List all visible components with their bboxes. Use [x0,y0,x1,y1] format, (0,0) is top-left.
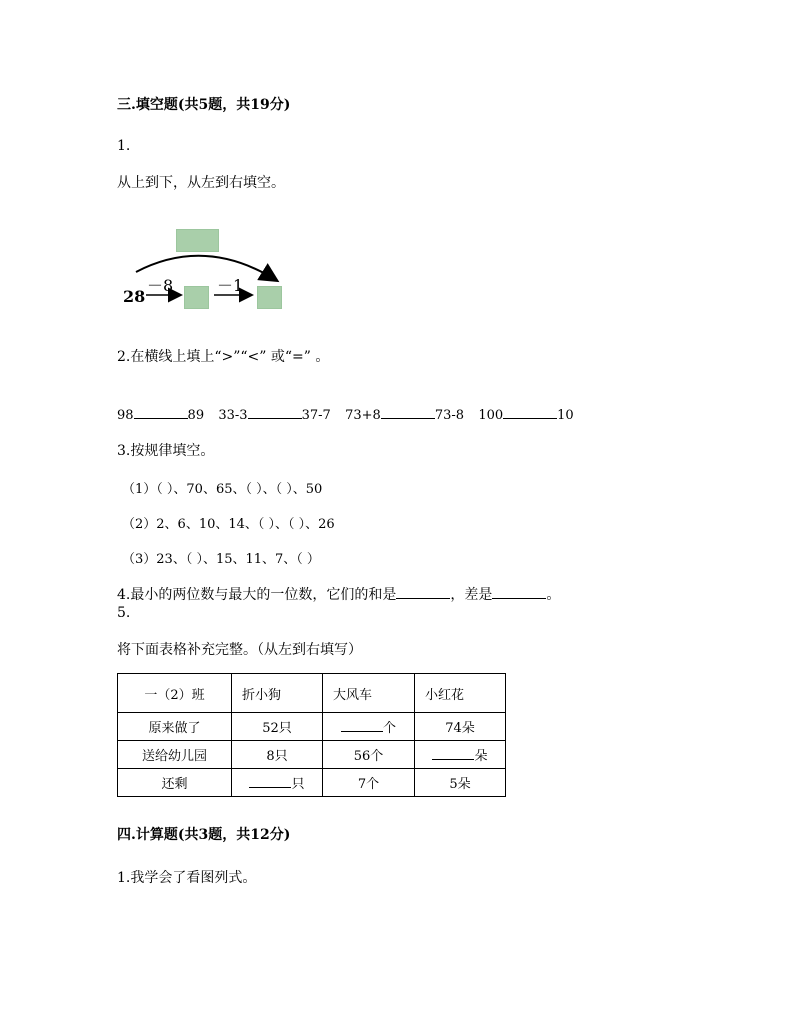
q3-line-2: （2）2、6、10、14、（ ）、（ ）、26 [122,517,335,532]
cmp1-left: 98 [117,408,134,423]
q4-text-b: ，差是 [450,587,493,603]
diagram-arrows [120,250,290,305]
header-pinwheel: 大风车 [323,674,415,713]
row-label: 还剩 [118,769,232,797]
cell: 8只 [232,741,323,769]
cmp3-blank[interactable] [381,406,435,419]
q5-number: 5. [117,605,131,621]
cell-blank[interactable]: 朵 [415,741,506,769]
header-class: 一（2）班 [118,674,232,713]
cell: 5朵 [415,769,506,797]
table-row [118,769,506,797]
cell: 74朵 [415,713,506,741]
q4-text [117,584,560,604]
section4-q1-instruction: 1.我学会了看图列式。 [117,870,257,886]
start-number: 28 [123,287,146,306]
op-minus-1: －1 [217,276,244,295]
cell: 7个 [323,769,415,797]
cmp2-blank[interactable] [248,406,302,419]
section4-title: 四.计算题(共3题，共12分) [117,827,291,843]
cmp2-right: 37-7 [301,408,331,423]
op-minus-8: －8 [147,276,174,295]
q2-instruction: 2.在横线上填上“>”“<” 或“=” 。 [117,349,330,365]
table-row [118,713,506,741]
cell-blank[interactable]: 只 [232,769,323,797]
table-header-row [118,674,506,713]
cmp4-blank[interactable] [503,406,557,419]
cmp4-right: 10 [557,408,574,423]
cmp2-left: 33-3 [218,408,248,423]
q4-sum-blank[interactable] [396,586,450,599]
q1-instruction: 从上到下，从左到右填空。 [117,175,285,191]
top-answer-box[interactable] [176,229,219,252]
q4-text-a: 4.最小的两位数与最大的一位数，它们的和是 [117,587,397,603]
cell-blank[interactable]: 个 [323,713,415,741]
table-row [118,741,506,769]
row-label: 原来做了 [118,713,232,741]
cmp1-blank[interactable] [134,406,188,419]
cmp1-right: 89 [187,408,205,423]
curved-arrow [136,256,276,280]
q5-instruction: 将下面表格补充完整。（从左到右填写） [117,642,362,658]
header-red-flower: 小红花 [415,674,506,713]
q3-instruction: 3.按规律填空。 [117,443,215,459]
q4-text-c: 。 [546,587,561,603]
cell: 56个 [323,741,415,769]
section3-title: 三.填空题(共5题，共19分) [117,97,291,113]
q3-line-1: （1）（ ）、70、65、（ ）、（ ）、50 [122,482,323,497]
q2-comparisons [117,406,574,423]
q3-line-3: （3）23、（ ）、15、11、7、（ ） [122,552,320,567]
cmp4-left: 100 [478,408,504,423]
cell: 52只 [232,713,323,741]
row-label: 送给幼儿园 [118,741,232,769]
cmp3-left: 73+8 [345,408,381,423]
cmp3-right: 73-8 [434,408,465,423]
q5-table [117,673,506,797]
q4-diff-blank[interactable] [492,586,546,599]
header-paper-dog: 折小狗 [232,674,323,713]
q1-number: 1. [117,138,131,154]
